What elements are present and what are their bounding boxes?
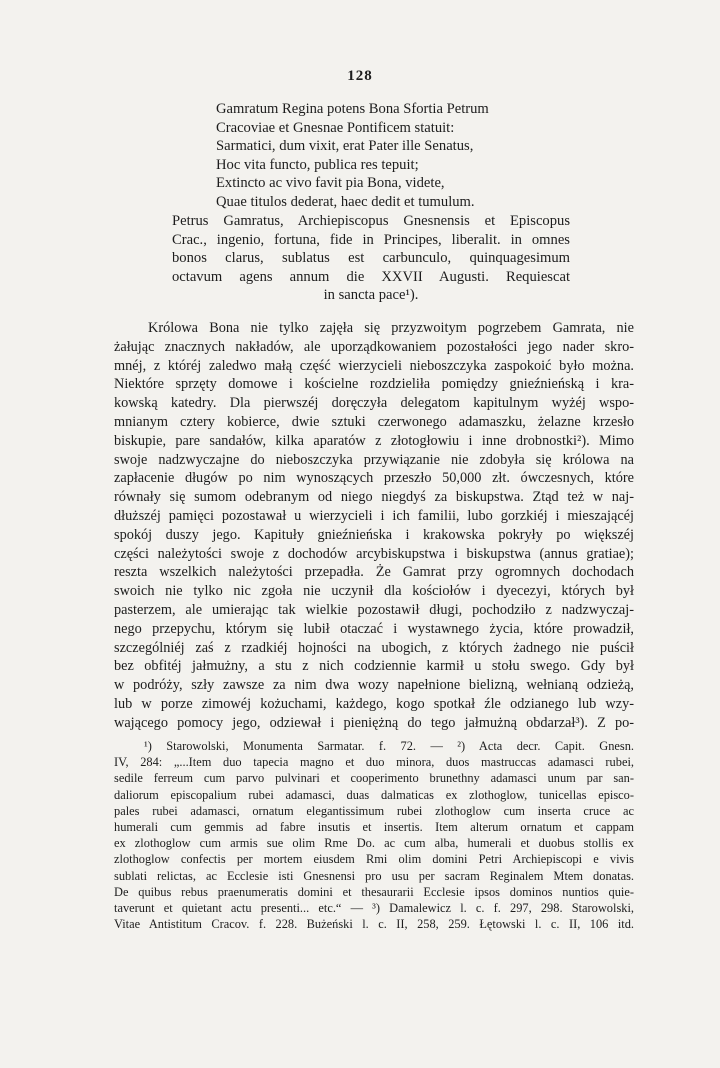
verse-line: Quae titulos dederat, haec dedit et tumulum. [216,193,475,210]
footnote-line: ex zlothoglow cum armis sue olim Rme Do. ac cum alba, humerali et duobus stollis ex [114,836,634,851]
body-line: w podróży, szły zawsze za nim dwa wozy napełnione bielizną, wełnianą odzieżą, [114,677,634,694]
footnote-line: daliorum episcopalium rubei adamasci, duas dalmaticas ex zlothoglow, tunicellas episco- [114,787,634,802]
footnotes [114,738,634,932]
body-line: biskupie, pare sandałów, kilka aparatów z złotogłowiu i inne drobnostki²). Mimo [114,432,634,449]
body-line: części należytości swoje z dochodów arcybiskupstwa i biskupstwa (annus gratiae); [114,545,634,562]
footnote-line: sedile ferreum cum parvo pulvinari et cooperimento brunethny adamasci unum par san- [114,771,634,786]
verse-line: Cracoviae et Gnesnae Pontificem statuit: [216,119,455,136]
footnote-line: De quibus rebus praenumeratis domini et thesaurarii Ecclesie ipsos dominos nuntios quie- [114,884,634,899]
epitaph-line: octavum agens annum die XXVII Augusti. Requiescat [172,268,570,285]
epitaph-line: bonos clarus, sublatus est carbunculo, quinquagesimum [172,250,570,267]
body-line: szczególniéj zaś z rzadkiéj hojności na ubogich, z których żadnego nie puścił [114,639,634,656]
epitaph-line: in sancta pace¹). [323,287,419,304]
page-number: 128 [347,68,373,84]
footnote-line: Vitae Antistitum Cracov. f. 228. Bużeński l. c. II, 258, 259. Łętowski l. c. II, 106 itd. [114,917,634,932]
verse-line: Hoc vita functo, publica res tepuit; [216,156,419,173]
epitaph-prose [172,212,570,305]
epitaph-line: Crac., ingenio, fortuna, fide in Principes, liberalit. in omnes [172,231,570,248]
footnote-line: zlothoglow confectis per mortem eiusdem Rmi olim domini Petri Archiepiscopi e vivis [114,852,634,867]
body-paragraph [114,319,634,733]
footnote-line: pales rubei adamasci, ornatum elegantissimum rubei zlothoglow cum inserta cruce ac [114,803,634,818]
body-line: zapłacenie długów po nim wynoszących przeszło 50,000 złt. ówczesnych, które [114,470,634,487]
body-line: swoich nie tylko nic zgoła nie uczynił dla kościołów i dyecezyi, których był [114,583,634,600]
body-line: wającego pomocy jego, odziewał i pieniężną do tego jałmużną obdarzał³). Z po- [114,714,634,731]
body-line: swoje nadzwyczajne do nieboszczyka przywiązanie nie zdobyła się królowa na [114,451,634,468]
verse-line: Sarmatici, dum vixit, erat Pater ille Senatus, [216,138,474,155]
footnote-line: humerali cum gemmis ad fabre insutis et insertis. Item alterum ornatum et cappam [114,820,634,835]
body-line: reszta wszelkich należytości przepadła. Że Gamrat przy ogromnych dochodach [114,564,634,581]
body-line: pasterzem, ale umierając tak wielkie pozostawił długi, pochodziło z nadzwyczaj- [114,601,634,618]
body-line: dłuższéj pamięci pozostawał u wierzycieli i ich familii, lubo gorzkiéj i mieszającéj [114,507,634,524]
body-line: lub w porze zimowéj kożuchami, każdego, kogo spotkał źle odzianego lub wzy- [114,695,634,712]
body-line: Królowa Bona nie tylko zajęła się przyzwoitym pogrzebem Gamrata, nie [148,320,634,336]
footnote-line: sublati relictas, ac Ecclesie isti Gnesnensi pro usu per sacram Reginalem Mtem donatas. [114,868,634,883]
body-line: nego przepychu, którym się lubił otaczać i wystawnego życia, które prowadził, [114,620,634,637]
body-line: spokój duszy jego. Kapituły gnieźnieńska i krakowska pokryły po większéj [114,526,634,543]
body-line: równały się sumom odebranym od niego niegdyś za biskupstwa. Ztąd też w naj- [114,489,634,506]
footnote-line: IV, 284: „...Item duo tapecia magno et duo minora, duos mastruccas adamasci rubei, [114,755,634,770]
body-line: Niektóre sprzęty domowe i kościelne rozdzieliła pomiędzy gnieźnieńską i kra- [114,376,634,393]
epitaph-line: Petrus Gamratus, Archiepiscopus Gnesnensis et Episcopus [172,213,570,229]
body-line: kowską katedry. Dla pierwszéj doręczyła delegatom kapitulnym wyżéj wspo- [114,395,634,412]
footnote-line: ¹) Starowolski, Monumenta Sarmatar. f. 72. — ²) Acta decr. Capit. Gnesn. [144,739,634,753]
body-line: bez obfitéj jałmużny, a stu z nich codziennie karmił u stołu swego. Gdy był [114,658,634,675]
verse-line: Gamratum Regina potens Bona Sfortia Petrum [216,101,489,117]
body-line: mnianym cztery kobierce, dwie sztuki czerwonego adamaszku, żelazne krzesło [114,413,634,430]
body-line: żałując znacznych nakładów, ale uporządkowaniem pozostałości jego nader skro- [114,338,634,355]
footnote-line: taverunt et quietant actu presenti... etc.“ — ³) Damalewicz l. c. f. 297, 298. Starowolski, [114,901,634,916]
body-line: mnéj, z któréj zaledwo małą część wierzycieli nieboszczyka zaspokoić było można. [114,357,634,374]
verse-line: Extincto ac vivo favit pia Bona, videte, [216,175,445,192]
epitaph-verse [216,100,616,212]
